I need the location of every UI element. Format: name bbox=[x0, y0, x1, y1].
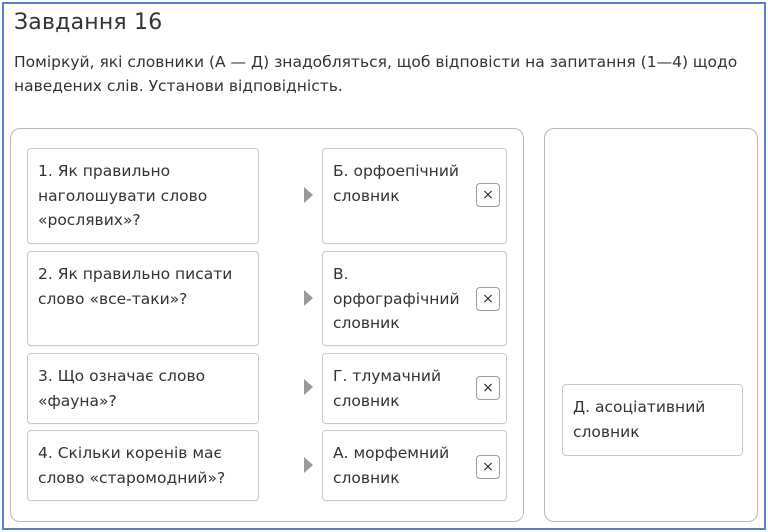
task-title: Завдання 16 bbox=[14, 10, 163, 35]
close-icon[interactable]: × bbox=[476, 376, 500, 400]
close-icon[interactable]: × bbox=[476, 455, 500, 479]
triangle-right-icon bbox=[304, 187, 313, 203]
triangle-right-icon bbox=[304, 290, 313, 306]
answer-card-3[interactable] bbox=[322, 353, 507, 424]
answer-text: Б. орфоепічний словник bbox=[333, 162, 459, 205]
answer-text: В. орфографічний словник bbox=[333, 265, 460, 332]
question-card-2 bbox=[27, 251, 259, 346]
question-text: 2. Як правильно писати слово «все-таки»? bbox=[38, 265, 233, 308]
question-text: 1. Як правильно наголошувати слово «рослявих»? bbox=[38, 162, 208, 229]
draggable-answer-card[interactable] bbox=[562, 384, 743, 456]
question-text: 3. Що означає слово «фауна»? bbox=[38, 367, 206, 410]
answer-pool-area[interactable] bbox=[544, 128, 758, 522]
triangle-right-icon bbox=[304, 457, 313, 473]
answer-card-2[interactable] bbox=[322, 251, 507, 346]
close-icon[interactable]: × bbox=[476, 287, 500, 311]
answer-text: А. морфемний словник bbox=[333, 444, 450, 487]
triangle-right-icon bbox=[304, 379, 313, 395]
question-text: 4. Скільки коренів має слово «старомодний»? bbox=[38, 444, 226, 487]
answer-text: Д. асоціативний словник bbox=[573, 398, 706, 441]
question-card-4 bbox=[27, 430, 259, 501]
close-icon[interactable]: × bbox=[476, 183, 500, 207]
answer-card-4[interactable] bbox=[322, 430, 507, 501]
task-instructions: Поміркуй, які словники (А — Д) знадобляться, щоб відповісти на запитання (1—4) щодо наведених слів. Установи відповідність. bbox=[14, 53, 738, 95]
question-card-3 bbox=[27, 353, 259, 424]
answer-text: Г. тлумачний словник bbox=[333, 367, 442, 410]
question-card-1 bbox=[27, 148, 259, 244]
answer-card-1[interactable] bbox=[322, 148, 507, 244]
